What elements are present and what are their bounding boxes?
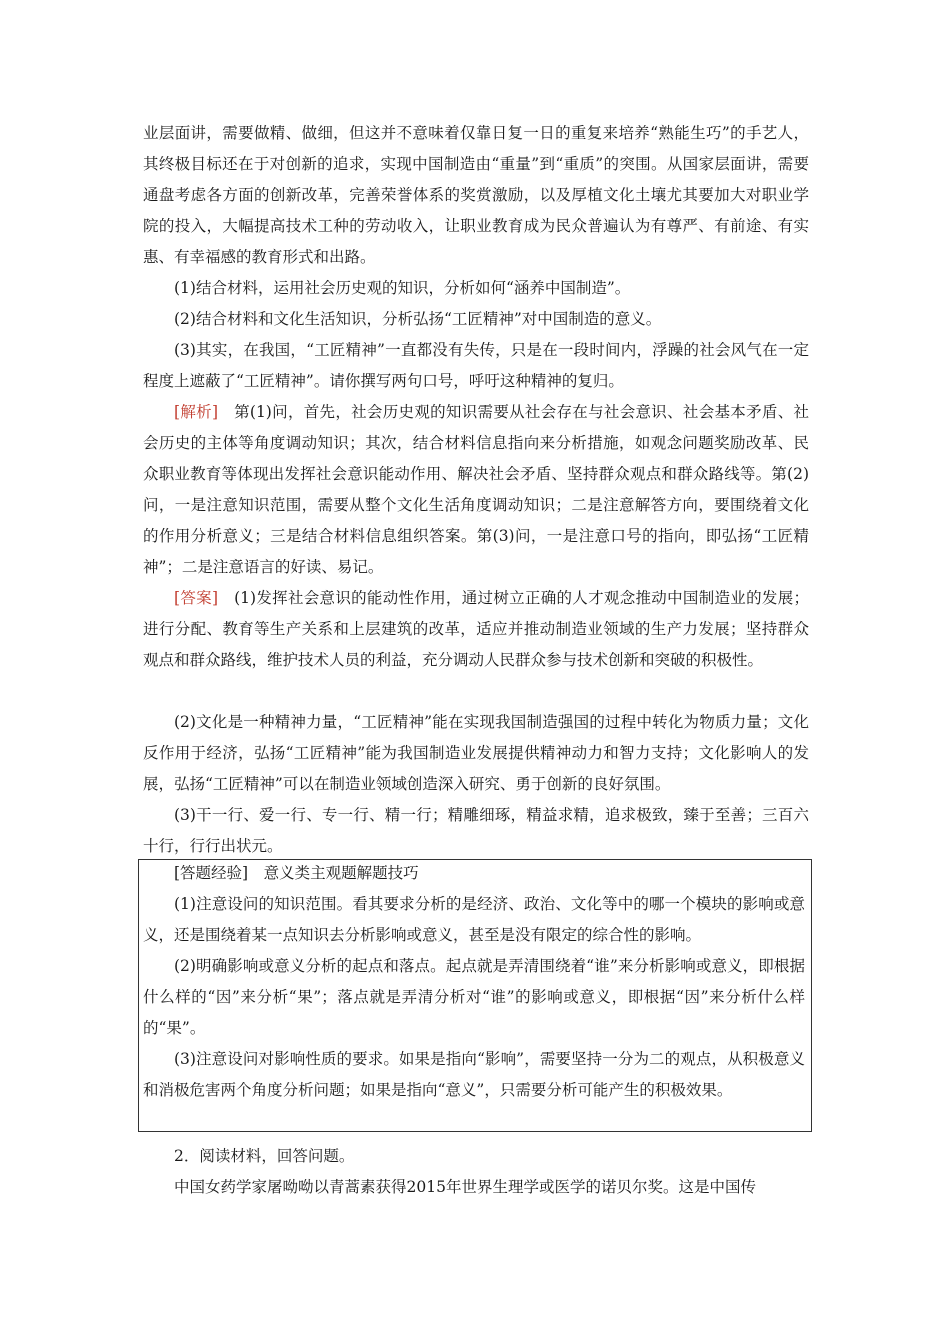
tips-item-1: (1)注意设问的知识范围。看其要求分析的是经济、政治、文化等中的哪一个模块的影响或意义，还是围绕着某一点知识去分析影响或意义，甚至是没有限定的综合性的影响。 <box>143 895 805 944</box>
question-1: (1)结合材料，运用社会历史观的知识，分析如何“涵养中国制造”。 <box>174 279 631 297</box>
tips-item-2: (2)明确影响或意义分析的起点和落点。起点就是弄清围绕着“谁”来分析影响或意义，即根据什么样的“因”来分析“果”；落点就是弄清分析对“谁”的影响或意义，即根据“因”来分析什么样的“果”。 <box>143 957 805 1037</box>
analysis-text: 第(1)问，首先，社会历史观的知识需要从社会存在与社会意识、社会基本矛盾、社会历史的主体等角度调动知识；其次，结合材料信息指向来分析措施，如观念问题奖励改革、民众职业教育等体现出发挥社会意识能动作用、解决社会矛盾、坚持群众观点和群众路线等。第(2)问，一是注意知识范围，需要从整个文化生活角度调动知识；二是注意解答方向，要围绕着文化的作用分析意义；三是结合材料信息组织答案。第(3)问，一是注意口号的指向，即弘扬“工匠精神”；二是注意语言的好读、易记。 <box>143 403 809 576</box>
answer-paragraph-2: (2)文化是一种精神力量，“工匠精神”能在实现我国制造强国的过程中转化为物质力量；文化反作用于经济，弘扬“工匠精神”能为我国制造业发展提供精神动力和智力支持；文化影响人的发展，弘扬“工匠精神”可以在制造业领域创造深入研究、勇于创新的良好氛围。 <box>143 713 809 793</box>
question-2-material: 中国女药学家屠呦呦以青蒿素获得2015年世界生理学或医学的诺贝尔奖。这是中国传 <box>174 1178 756 1196</box>
question-2: (2)结合材料和文化生活知识，分析弘扬“工匠精神”对中国制造的意义。 <box>174 310 662 328</box>
tips-box <box>138 859 812 1132</box>
question-3: (3)其实，在我国，“工匠精神”一直都没有失传，只是在一段时间内，浮躁的社会风气在一定程度上遮蔽了“工匠精神”。请你撰写两句口号，呼吁这种精神的复归。 <box>143 341 809 390</box>
tips-item-3: (3)注意设问对影响性质的要求。如果是指向“影响”，需要坚持一分为二的观点，从积极意义和消极危害两个角度分析问题；如果是指向“意义”，只需要分析可能产生的积极效果。 <box>143 1050 805 1099</box>
analysis-paragraph <box>143 397 809 583</box>
question-2-heading: 2．阅读材料，回答问题。 <box>174 1147 355 1165</box>
answer-text-1: (1)发挥社会意识的能动性作用，通过树立正确的人才观念推动中国制造业的发展；进行分配、教育等生产关系和上层建筑的改革，适应并推动制造业领域的生产力发展；坚持群众观点和群众路线，维护技术人员的利益，充分调动人民群众参与技术创新和突破的积极性。 <box>143 589 809 669</box>
answer-paragraph-1 <box>143 583 809 676</box>
tips-title: [答题经验] 意义类主观题解题技巧 <box>174 864 419 882</box>
answer-paragraph-3: (3)干一行、爱一行、专一行、精一行；精雕细琢，精益求精，追求极致，臻于至善；三百六十行，行行出状元。 <box>143 806 809 855</box>
analysis-tag: [解析] <box>174 403 218 421</box>
answer-tag: [答案] <box>174 589 218 607</box>
material-paragraph: 业层面讲，需要做精、做细，但这并不意味着仅靠日复一日的重复来培养“熟能生巧”的手艺人，其终极目标还在于对创新的追求，实现中国制造由“重量”到“重质”的突围。从国家层面讲，需要通盘考虑各方面的创新改革，完善荣誉体系的奖赏激励，以及厚植文化土壤尤其要加大对职业学院的投入，大幅提高技术工种的劳动收入，让职业教育成为民众普遍认为有尊严、有前途、有实惠、有幸福感的教育形式和出路。 <box>143 124 809 266</box>
